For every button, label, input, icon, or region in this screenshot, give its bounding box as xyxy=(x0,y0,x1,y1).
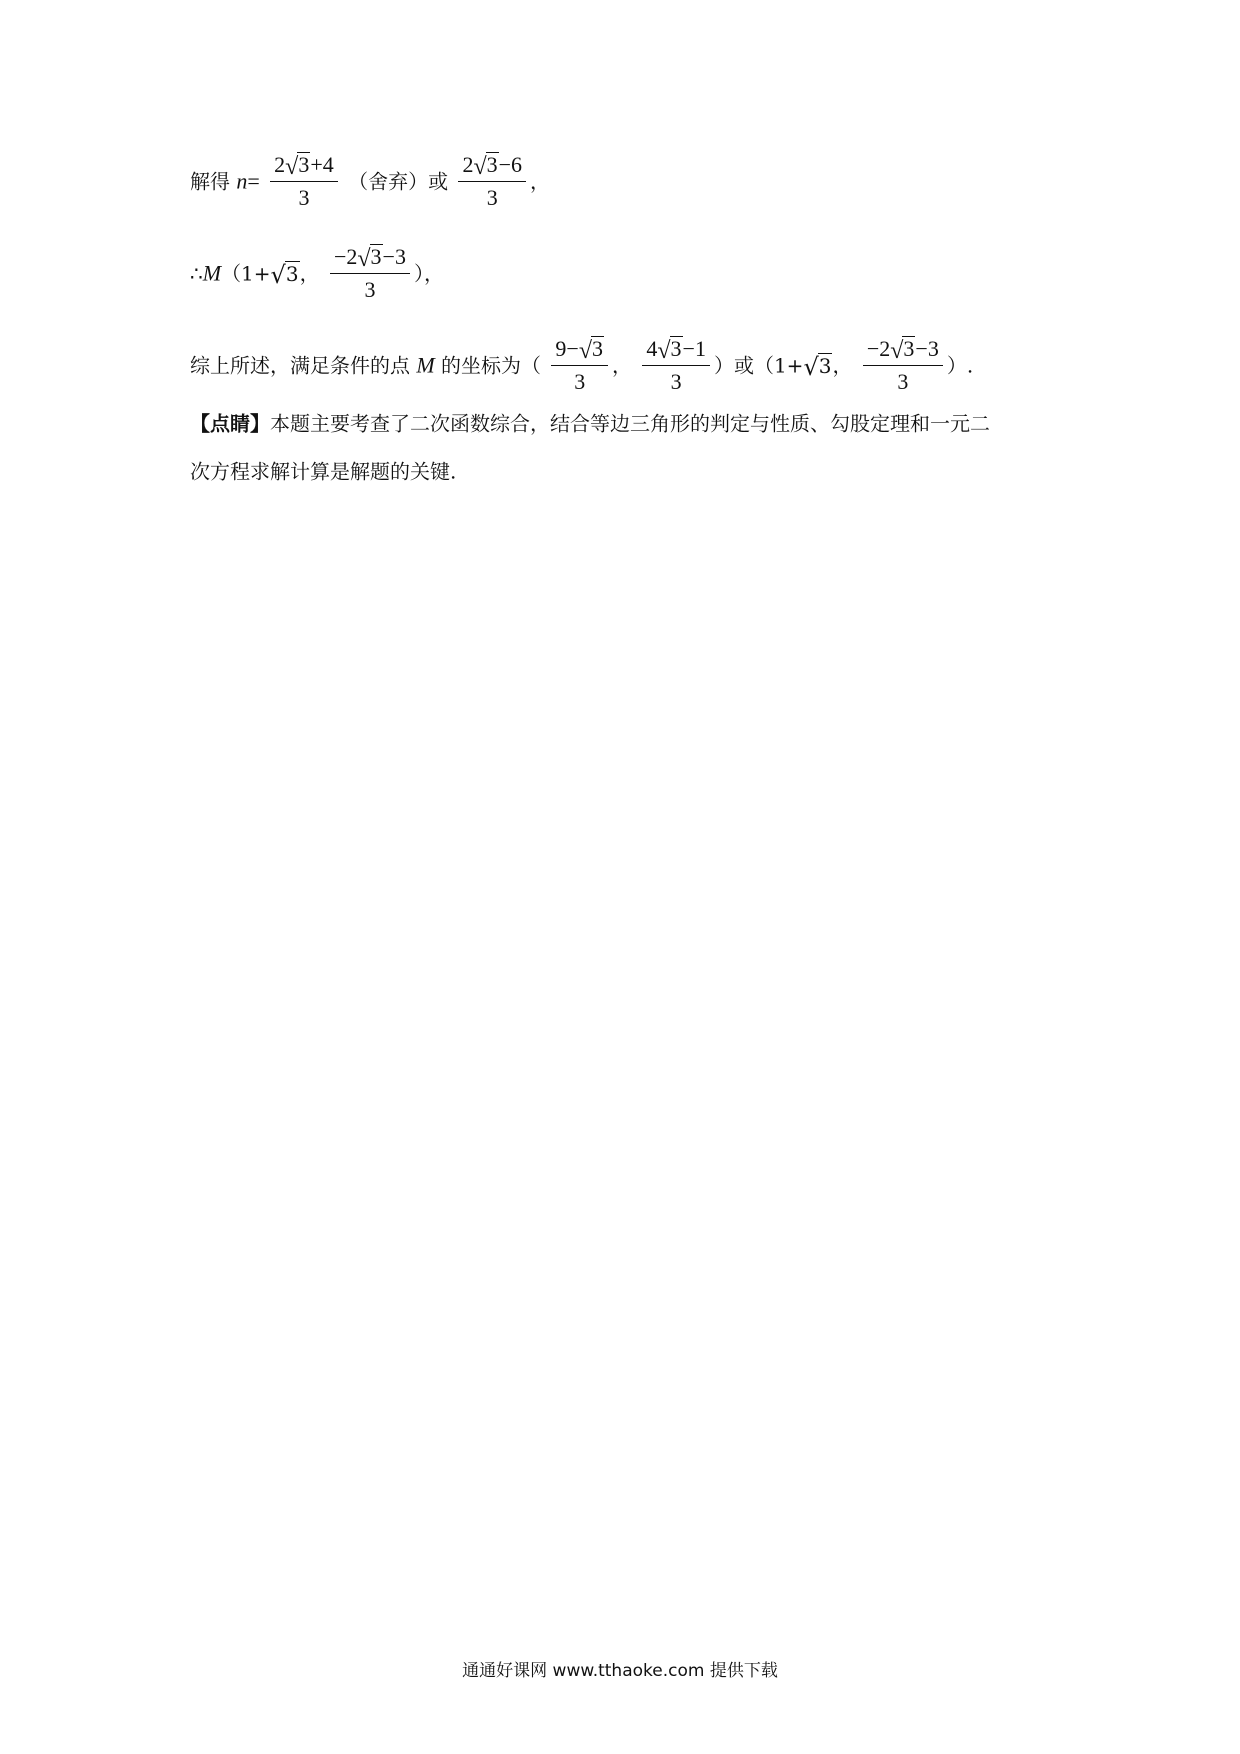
text-discard-or: （舍弃）或 xyxy=(348,169,449,194)
point-m: M xyxy=(202,260,222,286)
sqrt-icon: √3 xyxy=(803,352,832,381)
sqrt-icon: √3 xyxy=(890,336,915,364)
fraction-discarded: $\frac{2√3+4}{3}$ xyxy=(270,150,338,213)
variable-n: n xyxy=(236,168,248,194)
fraction-m1-y: $\frac{4√3-1}{3}$ xyxy=(642,334,710,397)
text-lead: 解得 xyxy=(190,169,237,194)
sqrt-icon: √3 xyxy=(473,152,498,180)
comment-text: 本题主要考查了二次函数综合，结合等边三角形的判定与性质、勾股定理和一元二 xyxy=(270,411,990,436)
fraction-m1-x: $\frac{9-√3}{3}$ xyxy=(551,334,608,397)
conclusion-line: 综上所述，满足条件的点 M 的坐标为（ $\frac{9-√3}{3}$ ， $\frac{4√3-1}{3}$ ）或（1+√3， $\frac{-2√3-3}{3}$ ）. xyxy=(190,334,973,397)
point-m: M xyxy=(416,352,435,378)
comment-line-2 xyxy=(190,456,456,486)
sqrt-icon: √3 xyxy=(657,336,682,364)
equals-sign: = xyxy=(247,168,260,194)
footer-download-note: 通通好课网 www.tthaoke.com 提供下载 xyxy=(462,1661,778,1681)
sqrt-icon: √3 xyxy=(285,152,310,180)
sqrt-icon: √3 xyxy=(578,336,603,364)
fraction-kept: $\frac{2√3-6}{3}$ xyxy=(458,150,526,213)
comment-line-1 xyxy=(190,408,990,438)
comment-tag: 【点睛】 xyxy=(190,411,270,436)
comment-text-cont: 次方程求解计算是解题的关键. xyxy=(190,459,457,484)
solution-line-1: 解得 n= $\frac{2√3+4}{3}$ （舍弃）或 $\frac{2√3-6}{3}$ ， xyxy=(190,150,550,213)
sqrt-icon: √3 xyxy=(270,260,299,289)
fraction-m2-y: $\frac{-2√3-3}{3}$ xyxy=(863,334,943,397)
fraction-y-coordinate: $\frac{-2√3-3}{3}$ xyxy=(330,242,410,305)
sqrt-icon: √3 xyxy=(357,244,382,272)
solution-line-2: ∴M（1+√3， $\frac{-2√3-3}{3}$ ）， xyxy=(190,242,444,305)
therefore-symbol: ∴ xyxy=(190,261,203,286)
